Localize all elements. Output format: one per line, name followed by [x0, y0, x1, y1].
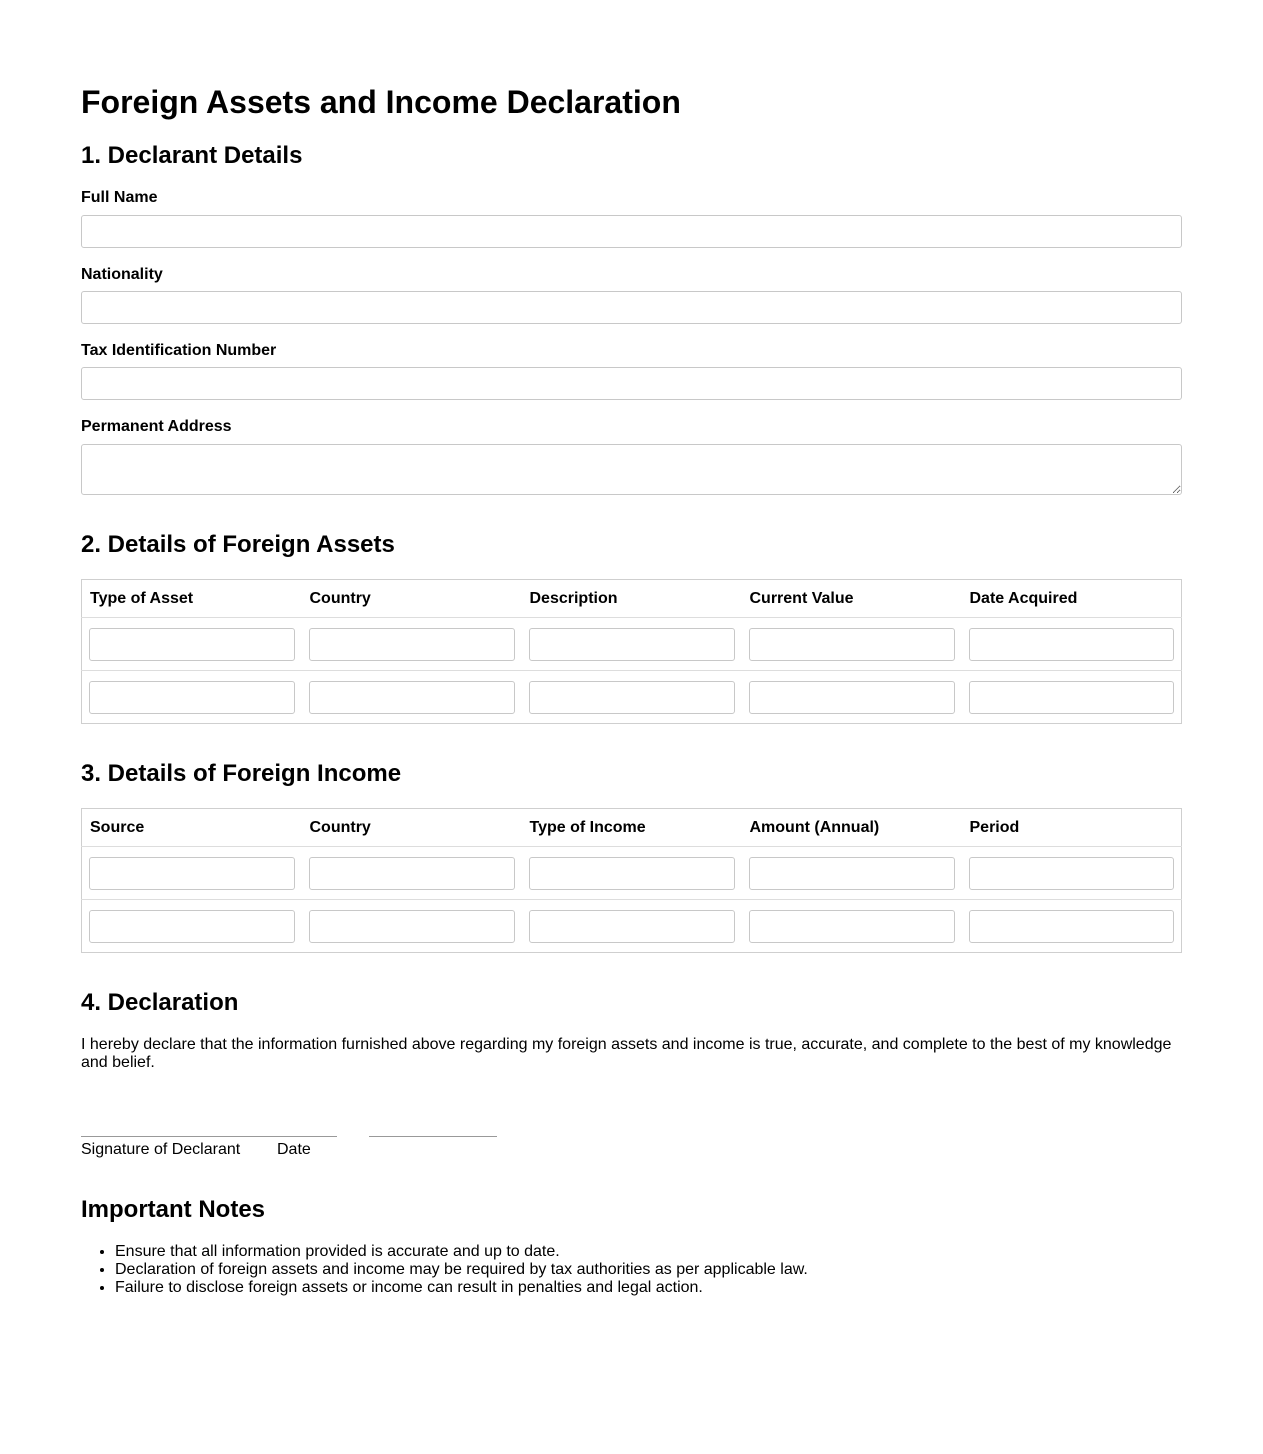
list-item: • Ensure that all information provided is accurate and up to date. [115, 1243, 1182, 1261]
income-period-input[interactable] [969, 857, 1175, 890]
column-header-country: Country [302, 809, 522, 847]
page-title: Foreign Assets and Income Declaration [81, 84, 681, 120]
column-header-type-of-income: Type of Income [522, 809, 742, 847]
section-heading-declaration: 4. Declaration [81, 989, 239, 1016]
column-header-date-acquired: Date Acquired [962, 580, 1182, 618]
income-amount-input[interactable] [749, 910, 955, 943]
asset-type-input[interactable] [89, 681, 295, 714]
table-header-row [82, 809, 1182, 847]
column-header-period: Period [962, 809, 1182, 847]
asset-date-input[interactable] [969, 681, 1175, 714]
asset-value-input[interactable] [749, 628, 955, 661]
asset-description-input[interactable] [529, 628, 735, 661]
signature-line [81, 1136, 337, 1137]
list-item: • Failure to disclose foreign assets or income can result in penalties and legal action. [115, 1279, 1182, 1297]
income-amount-input[interactable] [749, 857, 955, 890]
income-type-input[interactable] [529, 857, 735, 890]
table-row [82, 671, 1182, 724]
income-source-input[interactable] [89, 857, 295, 890]
asset-country-input[interactable] [309, 628, 515, 661]
income-country-input[interactable] [309, 910, 515, 943]
asset-description-input[interactable] [529, 681, 735, 714]
asset-type-input[interactable] [89, 628, 295, 661]
section-heading-foreign-assets: 2. Details of Foreign Assets [81, 531, 395, 558]
section-heading-declarant-details: 1. Declarant Details [81, 142, 303, 169]
date-line [369, 1136, 497, 1137]
asset-date-input[interactable] [969, 628, 1175, 661]
declaration-statement: I hereby declare that the information furnished above regarding my foreign assets and income is true, accurate, and complete to the best of my knowledge and belief. [81, 1036, 1172, 1071]
asset-value-input[interactable] [749, 681, 955, 714]
table-row [82, 618, 1182, 671]
column-header-description: Description [522, 580, 742, 618]
column-header-amount-annual: Amount (Annual) [742, 809, 962, 847]
income-source-input[interactable] [89, 910, 295, 943]
income-period-input[interactable] [969, 910, 1175, 943]
table-row [82, 847, 1182, 900]
section-heading-important-notes: Important Notes [81, 1196, 266, 1223]
signature-label: Signature of Declarant [81, 1141, 241, 1158]
tin-label: Tax Identification Number [81, 342, 277, 359]
column-header-source: Source [82, 809, 302, 847]
income-country-input[interactable] [309, 857, 515, 890]
income-type-input[interactable] [529, 910, 735, 943]
nationality-input[interactable] [81, 291, 1182, 324]
asset-country-input[interactable] [309, 681, 515, 714]
date-label: Date [277, 1141, 311, 1158]
column-header-country: Country [302, 580, 522, 618]
permanent-address-label: Permanent Address [81, 418, 232, 435]
full-name-label: Full Name [81, 189, 158, 206]
table-header-row [82, 580, 1182, 618]
permanent-address-textarea[interactable] [81, 444, 1182, 495]
list-item: • Declaration of foreign assets and income may be required by tax authorities as per applicable law. [115, 1261, 1182, 1279]
column-header-current-value: Current Value [742, 580, 962, 618]
full-name-input[interactable] [81, 215, 1182, 248]
section-heading-foreign-income: 3. Details of Foreign Income [81, 760, 402, 787]
notes-list [81, 1243, 1182, 1297]
table-row [82, 900, 1182, 953]
foreign-assets-table [81, 579, 1182, 724]
foreign-income-table [81, 808, 1182, 953]
column-header-type-of-asset: Type of Asset [82, 580, 302, 618]
nationality-label: Nationality [81, 266, 163, 283]
tin-input[interactable] [81, 367, 1182, 400]
